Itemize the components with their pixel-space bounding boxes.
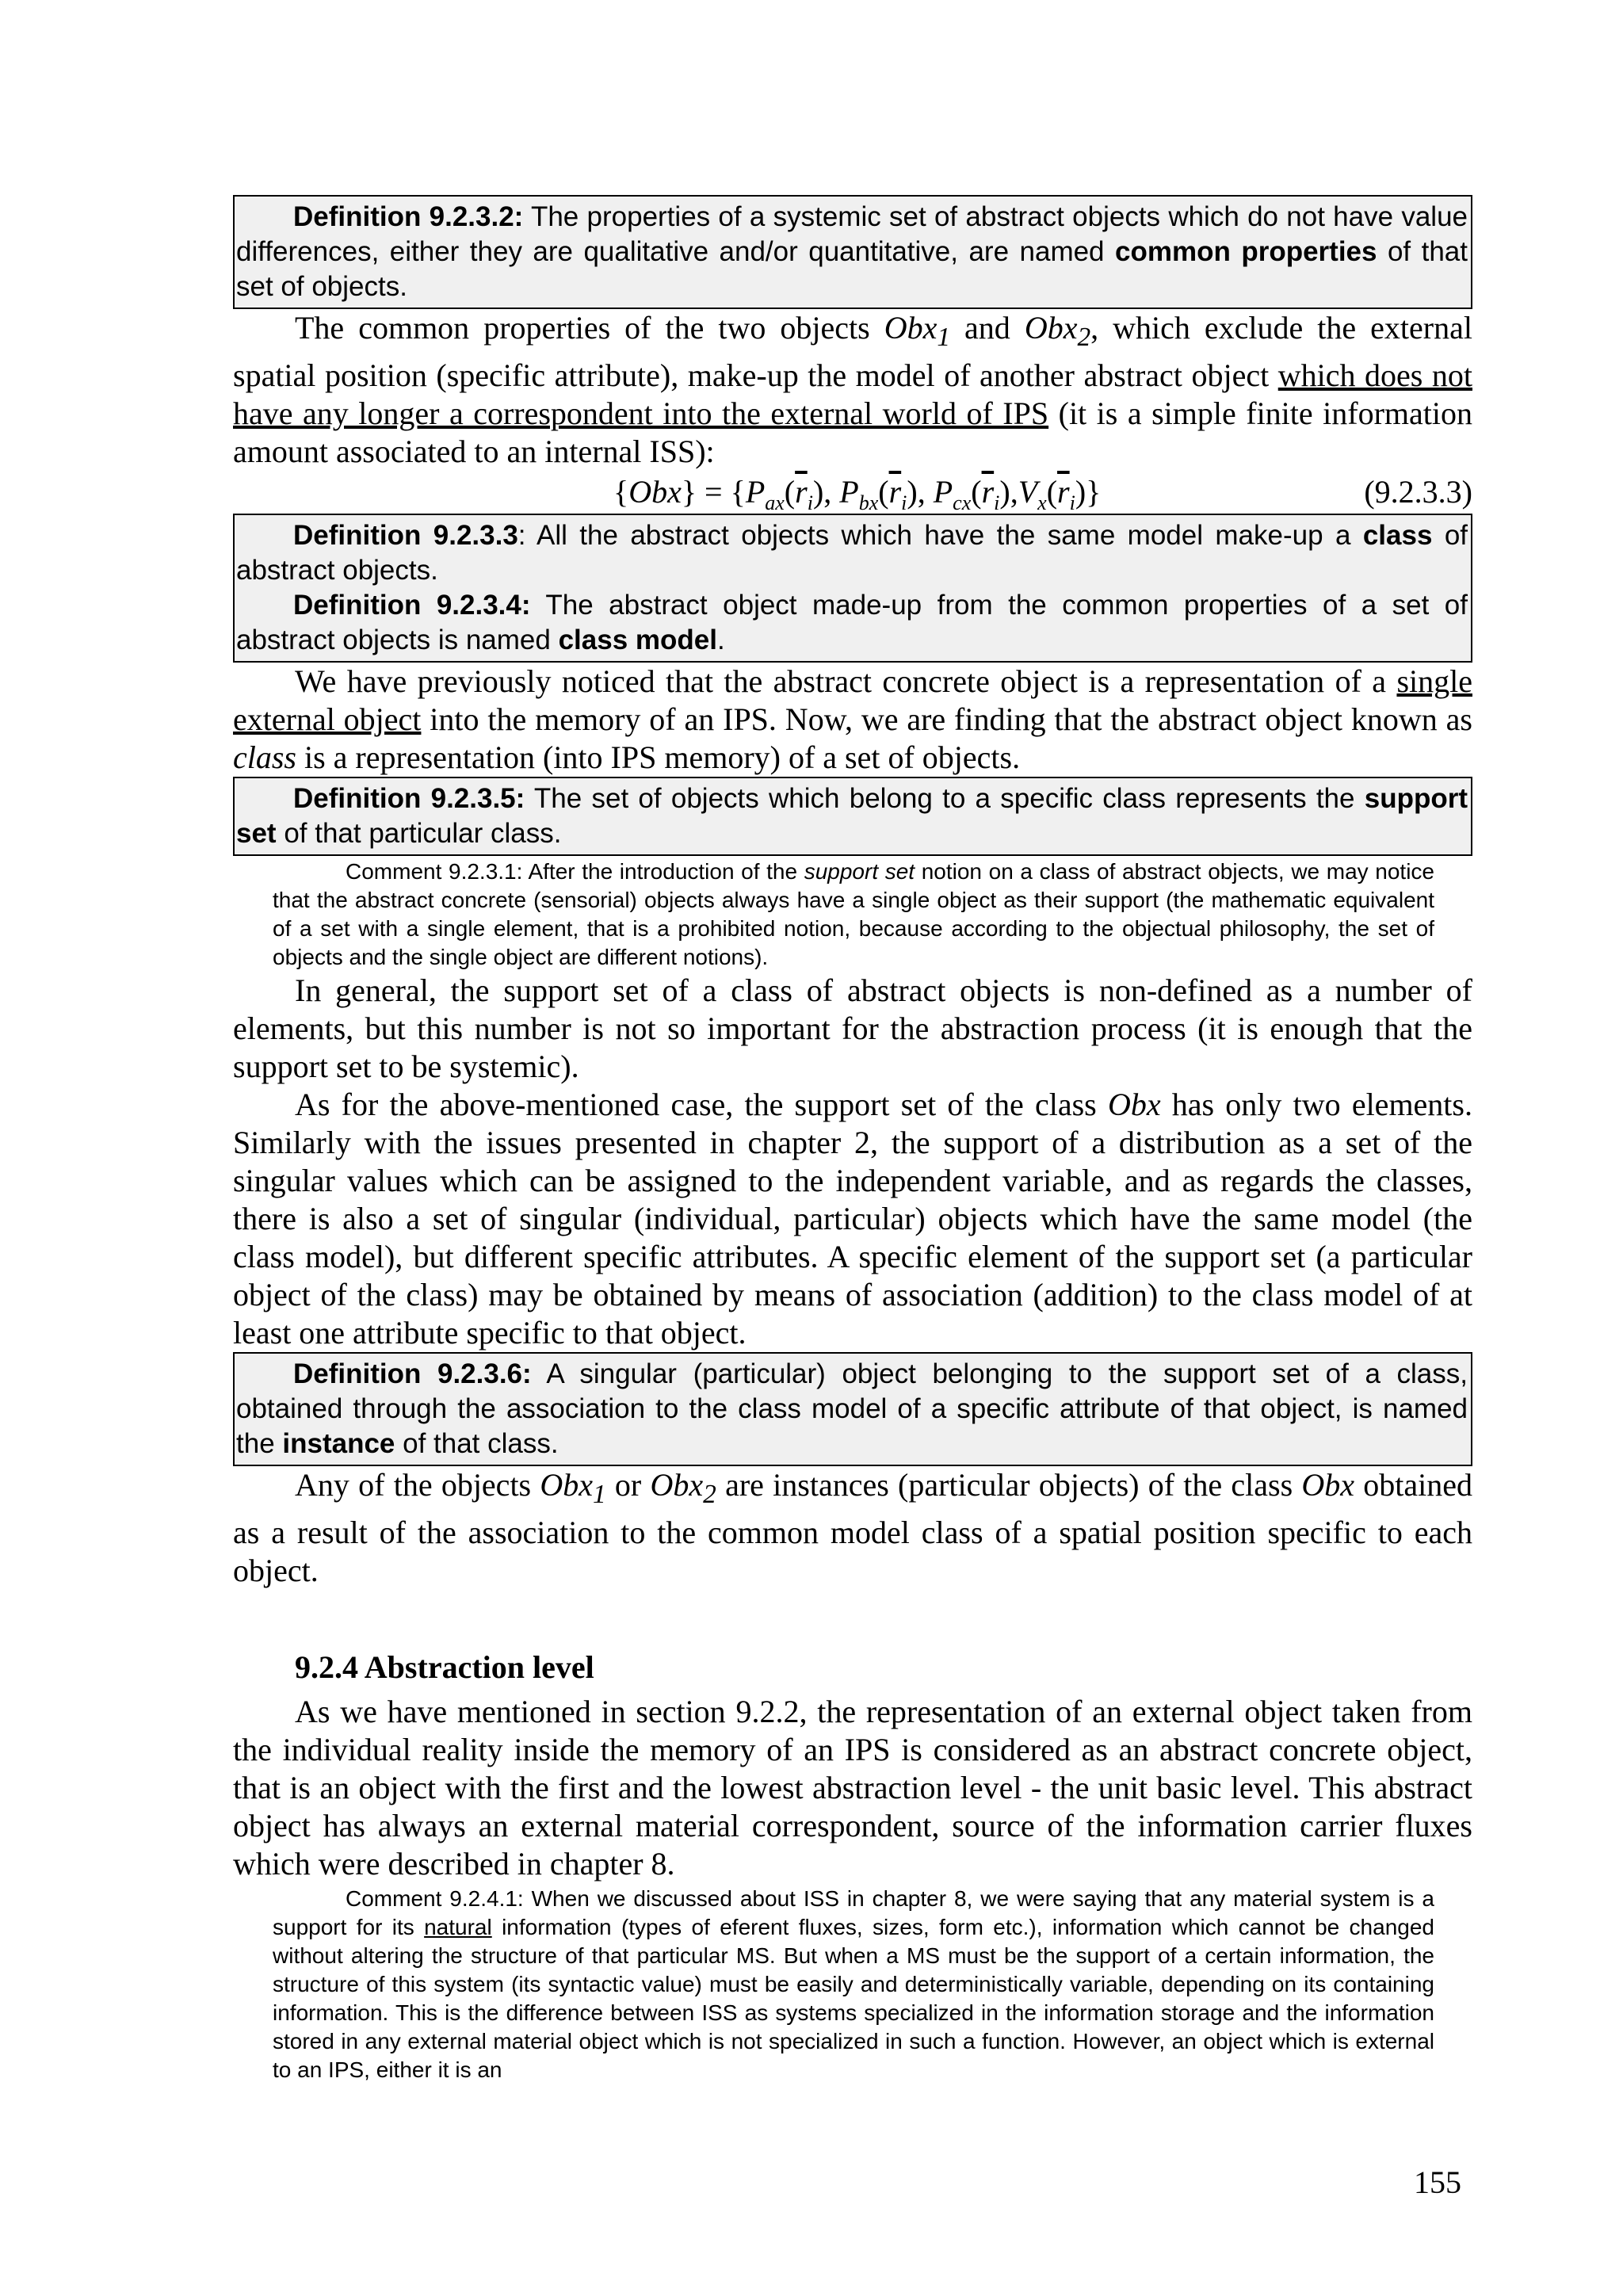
formula-number: (9.2.3.3) <box>1364 474 1472 510</box>
definition-label: Definition 9.2.3.2: <box>293 201 524 232</box>
definition-9-2-3-4: Definition 9.2.3.4: The abstract object made-up from the common properties of a set of abstract objects is named class model. <box>236 590 1468 655</box>
paragraph-support-set: In general, the support set of a class of abstract objects is non-defined as a number of elements, but this number is not so important for the abstraction process (it is enough that the support set to be systemic). <box>233 972 1472 1084</box>
definition-box-9-2-3-6 <box>233 1352 1472 1466</box>
definition-box-9-2-3-3-and-4 <box>233 514 1472 663</box>
definition-box-9-2-3-5 <box>233 777 1472 856</box>
comment-9-2-4-1: Comment 9.2.4.1: When we discussed about ISS in chapter 8, we were saying that any material system is a support for its natural information (types of eferent fluxes, sizes, form etc.), information which cannot be changed without altering the structure of that particular MS. But when a MS must be the support of a certain information, the structure of this system (its syntactic value) must be easily and deterministically variable, depending on its containing information. This is the difference between ISS as systems specialized in the information storage and the information stored in any external material object which is not specialized in such a function. However, an object which is external to an IPS, either it is an <box>273 1886 1434 2082</box>
definition-9-2-3-6: Definition 9.2.3.6: A singular (particular) object belonging to the support set of a class, obtained through the association to the class model of a specific attribute of that object, is named the instance of that class. <box>236 1358 1468 1459</box>
paragraph-support-set-elements: As for the above-mentioned case, the support set of the class Obx has only two elements. Similarly with the issues presented in chapter 2, the support of a distribution as a set of the singular values which can be assigned to the independent variable, and as regards the classes, there is also a set of singular (individual, particular) objects which have the same model (the class model), but different specific attributes. A specific element of the support set (a particular object of the class) may be obtained by means of association (addition) to the class model of at least one attribute specific to that object. <box>233 1087 1472 1350</box>
definition-9-2-3-5: Definition 9.2.3.5: The set of objects which belong to a specific class represents the support set of that particular class. <box>236 783 1468 849</box>
comment-9-2-3-1: Comment 9.2.3.1: After the introduction of the support set notion on a class of abstract objects, we may notice that the abstract concrete (sensorial) objects always have a single object as their support (the mathematic equivalent of a set with a single element, that is a prohibited notion, because according to the objectual philosophy, the set of objects and the single object are different notions). <box>273 859 1434 969</box>
page-content <box>233 195 1472 2084</box>
definition-9-2-3-3: Definition 9.2.3.3: All the abstract objects which have the same model make-up a class of abstract objects. <box>236 520 1468 586</box>
paragraph-abstraction-level: As we have mentioned in section 9.2.2, the representation of an external object taken from the individual reality inside the memory of an IPS is considered as an abstract concrete object, that is an object with the first and the lowest abstraction level - the unit basic level. This abstract object has always an external material correspondent, source of the information carrier fluxes which were described in chapter 8. <box>233 1694 1472 1881</box>
paragraph-common-properties: The common properties of the two objects Obx$_1$ and Obx$_2$, which exclude the external spatial position (specific attribute), make-up the model of another abstract object which does not have any longer a correspondent into the external world of IPS (it is a simple finite information amount associated to an internal ISS): <box>233 310 1473 469</box>
formula-9-2-3-3 <box>233 471 1472 514</box>
section-heading-9-2-4: 9.2.4 Abstraction level <box>295 1649 594 1685</box>
paragraph-instances: Any of the objects Obx$_1$ or Obx$_2$ are instances (particular objects) of the class Obx obtained as a result of the association to the common model class of a spatial position specific to each object. <box>233 1467 1473 1588</box>
formula-expression: $\{Obx\} = \{P_{ax}(\overline{r}_i)$, $P_{bx}(\overline{r}_i)$, $P_{cx}(\overline{r}_i),V_x(\overline{r}_i)$} <box>613 474 1102 514</box>
page-number: 155 <box>1414 2164 1461 2200</box>
definition-box-9-2-3-2 <box>233 195 1472 309</box>
definition-9-2-3-2: Definition 9.2.3.2: The properties of a systemic set of abstract objects which do not have value differences, either they are qualitative and/or quantitative, are named common properties of that set of objects. <box>236 201 1468 302</box>
term-common-properties: common properties <box>1115 236 1377 267</box>
paragraph-class-representation: We have previously noticed that the abstract concrete object is a representation of a single external object into the memory of an IPS. Now, we are finding that the abstract object known as class is a representation (into IPS memory) of a set of objects. <box>233 663 1472 775</box>
